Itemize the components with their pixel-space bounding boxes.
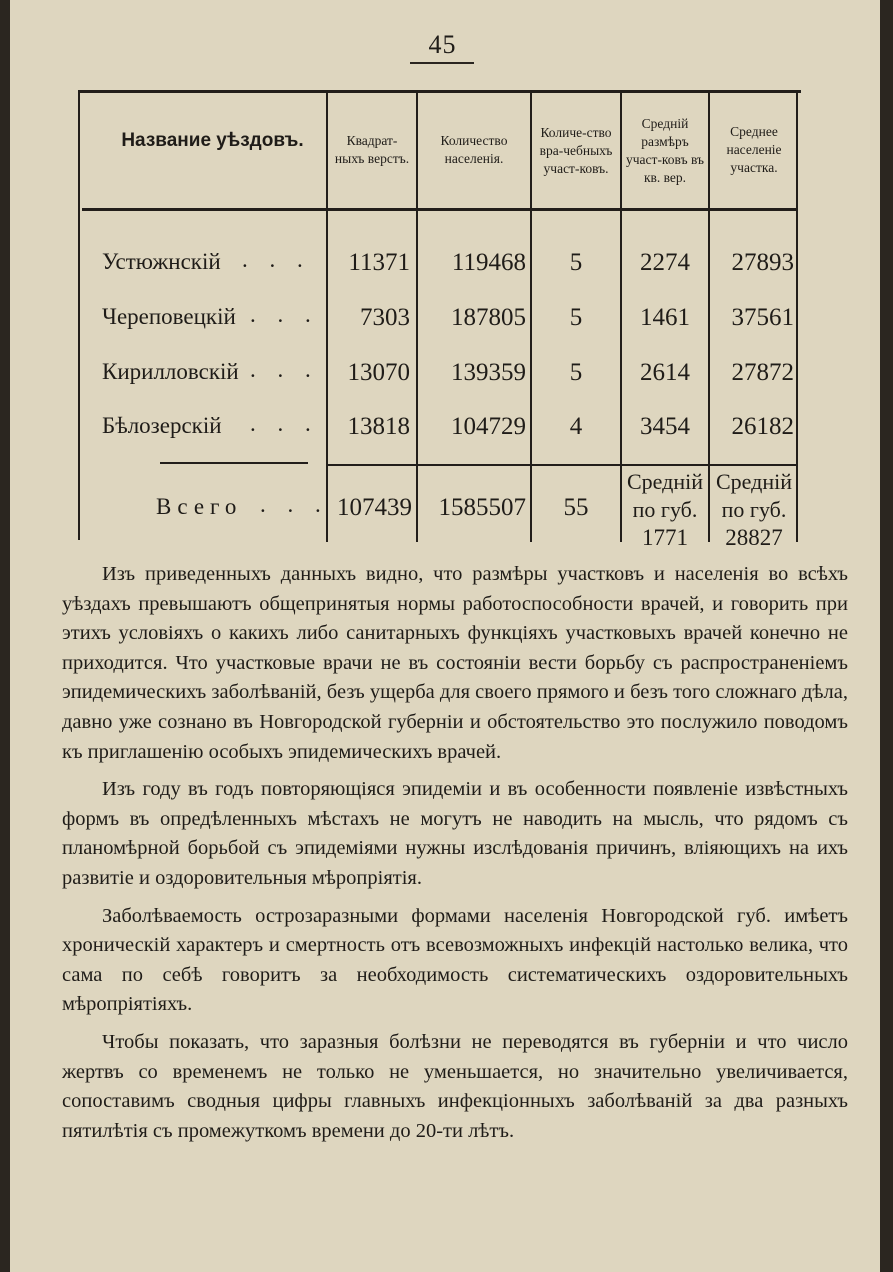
header-districts: Количе-ство вра-чебныхъ участ-ковъ. (539, 125, 613, 176)
leader-dots: . . . (250, 357, 319, 382)
total-area: 107439 (337, 494, 412, 521)
row-name: Устюжнскій (102, 249, 221, 274)
table-header-rule (82, 208, 796, 211)
table-top-rule (78, 90, 801, 93)
row-name: Бѣлозерскій (102, 413, 222, 438)
row-avg-size: 2274 (640, 249, 690, 276)
paragraph: Изъ году въ годъ повторяющіяся эпидеміи и въ особенности появленіе извѣстныхъ формъ въ опредѣленныхъ мѣстахъ не могутъ не наводить на мысль, что рядомъ съ планомѣрной борьбой съ эпидеміями нужны изслѣдованія причинъ, вліяющихъ на ихъ развитіе и оздоровительныя мѣропріятія. (62, 778, 848, 889)
paragraph: Изъ приведенныхъ данныхъ видно, что размѣры участковъ и населенія во всѣхъ уѣздахъ превышаютъ общепринятыя нормы работоспособности врачей, и говорить при этихъ условіяхъ о какихъ либо санитарныхъ функціяхъ участковыхъ врачей конечно не приходится. Что участковые врачи не въ состояніи вести борьбу съ распространеніемъ эпидемическихъ заболѣваній, безъ ущерба для своего прямого и безъ того сложнаго дѣла, давно уже сознано въ Новгородской губерніи и обстоятельство это послужило поводомъ къ приглашенію особыхъ эпидемическихъ врачей. (62, 563, 848, 763)
row-population: 139359 (451, 359, 526, 386)
row-population: 104729 (451, 413, 526, 440)
row-area: 13818 (347, 413, 410, 440)
header-population: Количество населенія. (440, 133, 508, 166)
row-avg-population: 27872 (731, 359, 794, 386)
header-avg-population: Среднее населеніе участка. (726, 124, 782, 175)
total-avg-population: 28827 (725, 525, 783, 550)
row-districts: 4 (569, 413, 583, 440)
row-avg-population: 27893 (731, 249, 794, 276)
paragraph: Заболѣваемость острозаразными формами населенія Новгородской губ. имѣетъ хроническій характеръ и смертность отъ всевозможныхъ инфекцій настолько велика, что сама по себѣ говоритъ за необходимость систематическихъ оздоровительныхъ мѣропріятіяхъ. (62, 904, 848, 1016)
leader-dots: . . . (242, 247, 311, 272)
body-text (62, 560, 848, 1146)
leader-dots: . . . (250, 302, 319, 327)
row-name: Кирилловскій (102, 359, 239, 384)
row-area: 13070 (347, 359, 410, 386)
table-total-rule (326, 464, 796, 466)
table-total-rule-left (160, 462, 308, 464)
document-page (10, 0, 880, 1272)
header-avg-size: Средній размѣръ участ-ковъ въ кв. вер. (626, 116, 704, 185)
paragraph: Чтобы показать, что заразныя болѣзни не переводятся въ губерніи и что число жертвъ со временемъ не только не уменьшается, но значительно увеличивается, сопоставимъ сводныя цифры главныхъ инфекціонныхъ заболѣваній за два разныхъ пятилѣтія съ промежуткомъ времени до 20-ти лѣтъ. (62, 1030, 848, 1142)
table-right-border (796, 92, 798, 542)
row-name: Череповецкій (102, 304, 236, 329)
statistics-table (10, 0, 880, 560)
col-divider-1 (326, 92, 328, 542)
table-left-border (78, 90, 80, 540)
row-area: 7303 (360, 304, 410, 331)
header-area: Квадрат-ныхъ верстъ. (334, 133, 410, 166)
total-avg-size: 1771 (642, 525, 688, 550)
header-district-name: Название уѣздовъ. (121, 130, 304, 151)
row-area: 11371 (348, 249, 410, 276)
row-population: 187805 (451, 304, 526, 331)
row-avg-size: 2614 (640, 359, 690, 386)
total-districts: 55 (563, 494, 589, 521)
total-population: 1585507 (438, 494, 526, 521)
leader-dots: . . . (250, 411, 319, 436)
col-divider-3 (530, 92, 532, 542)
row-districts: 5 (569, 304, 583, 331)
total-avg-population-label: Средній по губ. (715, 469, 792, 522)
row-districts: 5 (569, 359, 583, 386)
total-label: Всего (156, 494, 243, 519)
row-avg-size: 1461 (640, 304, 690, 331)
total-avg-size-label: Средній по губ. (626, 469, 703, 522)
row-population: 119468 (451, 249, 526, 276)
row-avg-size: 3454 (640, 413, 690, 440)
col-divider-2 (416, 92, 418, 542)
row-districts: 5 (569, 249, 583, 276)
row-avg-population: 26182 (731, 413, 794, 440)
row-avg-population: 37561 (731, 304, 794, 331)
page-number: 45 (428, 30, 457, 59)
leader-dots: . . . (260, 492, 329, 517)
